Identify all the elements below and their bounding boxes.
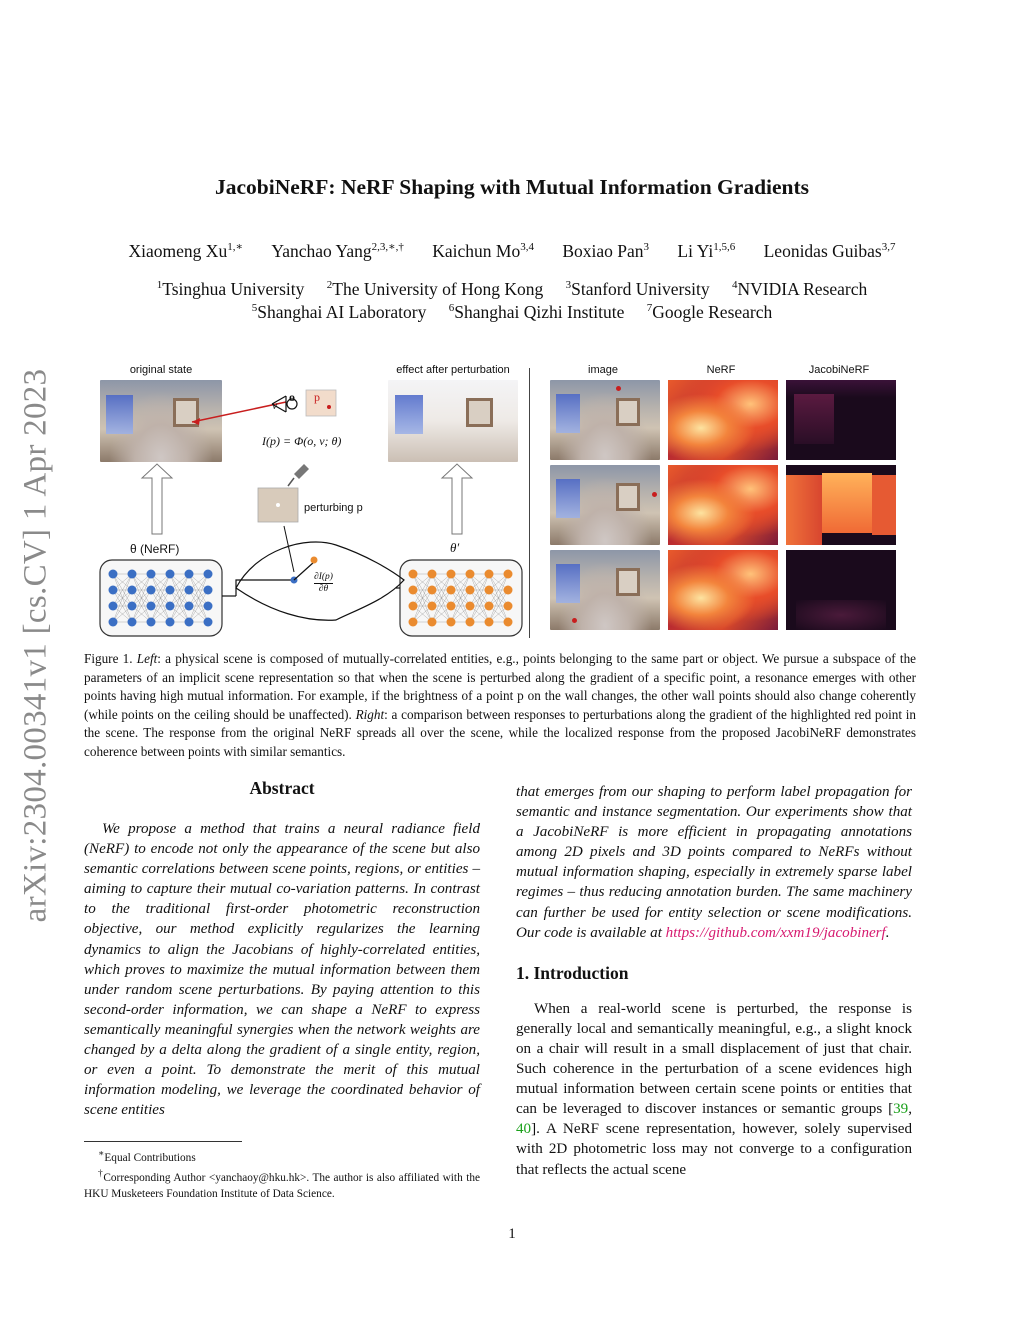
network-node [166, 602, 175, 611]
network-node [109, 570, 118, 579]
network-node [109, 602, 118, 611]
gradient-step-arrow [294, 562, 314, 580]
network-box-right [400, 560, 522, 636]
nerf-response-3 [668, 550, 778, 630]
network-node [504, 602, 513, 611]
author: Boxiao Pan$^3$ [562, 240, 650, 261]
left-column [84, 778, 480, 1120]
intro-text-before: When a real-world scene is perturbed, the response is generally local and semantically meaningful, e.g., a slight knock on a chair will result in a small displacement of just that chair. Such coherence in the perturbation of a scene evidences high mutual information between certain scene points or entities that can be leveraged to discover instances or semantic groups [ [516, 1000, 912, 1118]
perturb-link-line [284, 526, 294, 572]
author: Yanchao Yang$^{2,3,∗,\dagger}$ [271, 240, 404, 261]
network-node [409, 586, 418, 595]
author-list [0, 240, 1024, 262]
image-view-2 [550, 465, 660, 545]
network-node [466, 602, 475, 611]
network-node [428, 602, 437, 611]
pixel-point [327, 405, 331, 409]
arxiv-stamp [12, 360, 60, 930]
network-node [204, 586, 213, 595]
label-image: image [588, 364, 618, 376]
network-node [166, 586, 175, 595]
caption-right-label: Right [355, 706, 385, 722]
abstract-continuation [516, 782, 912, 943]
schematic-svg [96, 360, 530, 640]
gradient-fraction [314, 572, 333, 595]
citation-link[interactable]: 40 [516, 1121, 532, 1138]
network-node [185, 618, 194, 627]
network-node [128, 586, 137, 595]
network-node [428, 586, 437, 595]
author: Leonidas Guibas$^{3,7}$ [763, 240, 896, 261]
highlight-point-2 [652, 492, 657, 497]
render-equation: I(p) = Φ(o, v; θ) [262, 434, 342, 448]
network-node [109, 586, 118, 595]
figure-caption [84, 650, 916, 762]
label-theta-prime: θ′ [450, 540, 460, 555]
paper-title: JacobiNeRF: NeRF Shaping with Mutual Information Gradients [214, 175, 810, 199]
affiliation: $^6$Shanghai Qizhi Institute [448, 302, 625, 322]
network-node [428, 570, 437, 579]
eyedropper-icon [294, 464, 309, 479]
label-effect-after-perturbation: effect after perturbation [396, 364, 510, 376]
affiliation: $^5$Shanghai AI Laboratory [251, 302, 427, 322]
up-arrow-left-icon [142, 464, 172, 534]
figure-separator [529, 368, 530, 638]
image-view-1 [550, 380, 660, 460]
affiliations-line-1 [0, 279, 1024, 300]
network-node [466, 570, 475, 579]
network-node [447, 586, 456, 595]
affiliation: $^2$The University of Hong Kong [326, 279, 544, 299]
network-node [504, 570, 513, 579]
jacobinerf-response-3 [786, 550, 896, 630]
image-view-3 [550, 550, 660, 630]
caption-right-text: : a comparison between responses to perturbations along the gradient of the highlighted red point in the scene. The response from the original NeRF spreads all over the scene, while the localized response from the proposed JacobiNeRF demonstrates coherence between points with similar semantics. [84, 706, 917, 759]
figure-1 [96, 360, 930, 640]
affiliation: $^4$NVIDIA Research [732, 279, 868, 299]
network-node [185, 570, 194, 579]
network-node [204, 602, 213, 611]
author: Xiaomeng $Xu^{1,∗}$ [128, 240, 243, 261]
intro-heading: 1. Introduction [516, 962, 629, 983]
network-node [485, 618, 494, 627]
label-p: p [314, 390, 320, 404]
caption-left-text: : a physical scene is composed of mutually-correlated entities, e.g., points belonging to the same part or object. We pursue a subspace of the parameters of an implicit scene representation so that when the scene is perturbed along the gradient of a specific point, a resonance emerges with other points having high mutual information. For example, if the brightness of a point p on the wall changes, the other wall points should also change coherently (while points on the ceiling should be unaffected). [84, 651, 917, 722]
affiliation: $^3$Stanford University [565, 279, 710, 299]
label-nerf: NeRF [706, 364, 736, 376]
affiliations-line-2 [0, 302, 1024, 323]
perturbing-point [276, 503, 280, 507]
abstract-continuation-text: that emerges from our shaping to perform label propagation for semantic and instance segmentation. Our experiments show that a JacobiNeRF is more efficient in propagating annotations among 2D pixels and 3D points compared to NeRFs without mutual information shaping, especially in extremely sparse label regimes – thus reducing annotation burden. The same machinery can further be used for entity selection or scene modifications. Our code is available at [516, 784, 912, 941]
footnotes [84, 1146, 480, 1202]
citation-separator: , [908, 1101, 912, 1118]
network-node [504, 586, 513, 595]
network-node [128, 602, 137, 611]
code-link[interactable]: https://github.com/xxm19/jacobinerf [665, 924, 886, 941]
label-perturbing-p: perturbing p [304, 502, 363, 514]
gradient-denominator: ∂θ [318, 584, 329, 594]
network-node [185, 586, 194, 595]
ray-arrowhead [192, 418, 200, 425]
network-node [128, 618, 137, 627]
network-node [485, 570, 494, 579]
abstract-link-end: . [885, 924, 890, 941]
jacobinerf-response-1 [786, 380, 896, 460]
network-node [409, 602, 418, 611]
network-node [466, 618, 475, 627]
gradient-numerator: ∂I(p) [314, 572, 333, 582]
network-node [147, 586, 156, 595]
network-node [147, 618, 156, 627]
network-node [428, 618, 437, 627]
page-number: 1 [508, 1226, 516, 1242]
jacobinerf-response-2 [786, 465, 896, 545]
network-node [466, 586, 475, 595]
affiliation: $^1$Tsinghua University [156, 279, 305, 299]
intro-text-after: ]. A NeRF scene representation, however, solely supervised with 2D photometric loss may not converge to a configuration that reflects the actual scene [516, 1121, 912, 1178]
network-node [166, 618, 175, 627]
network-node [166, 570, 175, 579]
label-jacobinerf: JacobiNeRF [808, 364, 870, 376]
footnote-rule [84, 1141, 242, 1142]
network-node [109, 618, 118, 627]
network-box-left [100, 560, 222, 636]
network-node [147, 570, 156, 579]
highlight-point-3 [572, 618, 577, 623]
author: Kaichun Mo$^{3,4}$ [432, 240, 534, 261]
up-arrow-right-icon [442, 464, 472, 534]
footnote-corresponding: †Corresponding Author <yanchaoy@hku.hk>. The author is also affiliated with the HKU Musketeers Foundation Institute of Data Science. [84, 1168, 481, 1200]
network-node [447, 618, 456, 627]
label-theta-nerf: θ (NeRF) [130, 542, 180, 556]
label-original-state: original state [129, 364, 193, 376]
eyedropper-tip [288, 478, 294, 486]
label-v: v [272, 398, 278, 412]
network-node [447, 570, 456, 579]
network-node [147, 602, 156, 611]
arxiv-stamp-text: arXiv:2304.00341v1 [cs.CV] 1 Apr 2023 [17, 368, 54, 922]
abstract-body: We propose a method that trains a neural radiance field (NeRF) to encode not only the appearance of the scene but also semantic correlations between scene points, regions, or entities – aiming to capture their mutual co-variation patterns. In contrast to the traditional first-order photometric reconstruction objective, our method explicitly regularizes the learning dynamics to align the Jacobians of highly-correlated entities, which proves to maximize the mutual information between them under random scene perturbations. By paying attention to this second-order information, we can shape a NeRF to express semantically meaningful synergies when the network weights are changed by a delta along the gradient of a single entity, region, or even a point. To demonstrate the merit of this mutual information modeling, we leverage the coordinated behavior of scene entities [84, 821, 480, 1119]
footnote-equal: ∗Equal Contributions [98, 1149, 196, 1164]
right-column [516, 782, 912, 1180]
network-node [485, 602, 494, 611]
pixel-patch [306, 390, 336, 416]
affiliation: $^7$Google Research [646, 302, 773, 322]
nerf-response-2 [668, 465, 778, 545]
theta-prime-point [311, 557, 318, 564]
network-node [409, 570, 418, 579]
network-node [504, 618, 513, 627]
nerf-response-1 [668, 380, 778, 460]
network-node [204, 570, 213, 579]
caption-prefix: Figure 1. [84, 651, 133, 666]
network-node [204, 618, 213, 627]
network-node [447, 602, 456, 611]
author: Li Yi$^{1,5,6}$ [677, 240, 736, 261]
citation-link[interactable]: 39 [893, 1101, 909, 1118]
abstract-heading: Abstract [249, 778, 315, 798]
network-node [409, 618, 418, 627]
highlight-point-1 [616, 386, 621, 391]
network-node [185, 602, 194, 611]
caption-left-label: Left [136, 651, 158, 666]
intro-body [516, 999, 912, 1180]
label-o: o [289, 390, 295, 404]
network-node [485, 586, 494, 595]
network-node [128, 570, 137, 579]
